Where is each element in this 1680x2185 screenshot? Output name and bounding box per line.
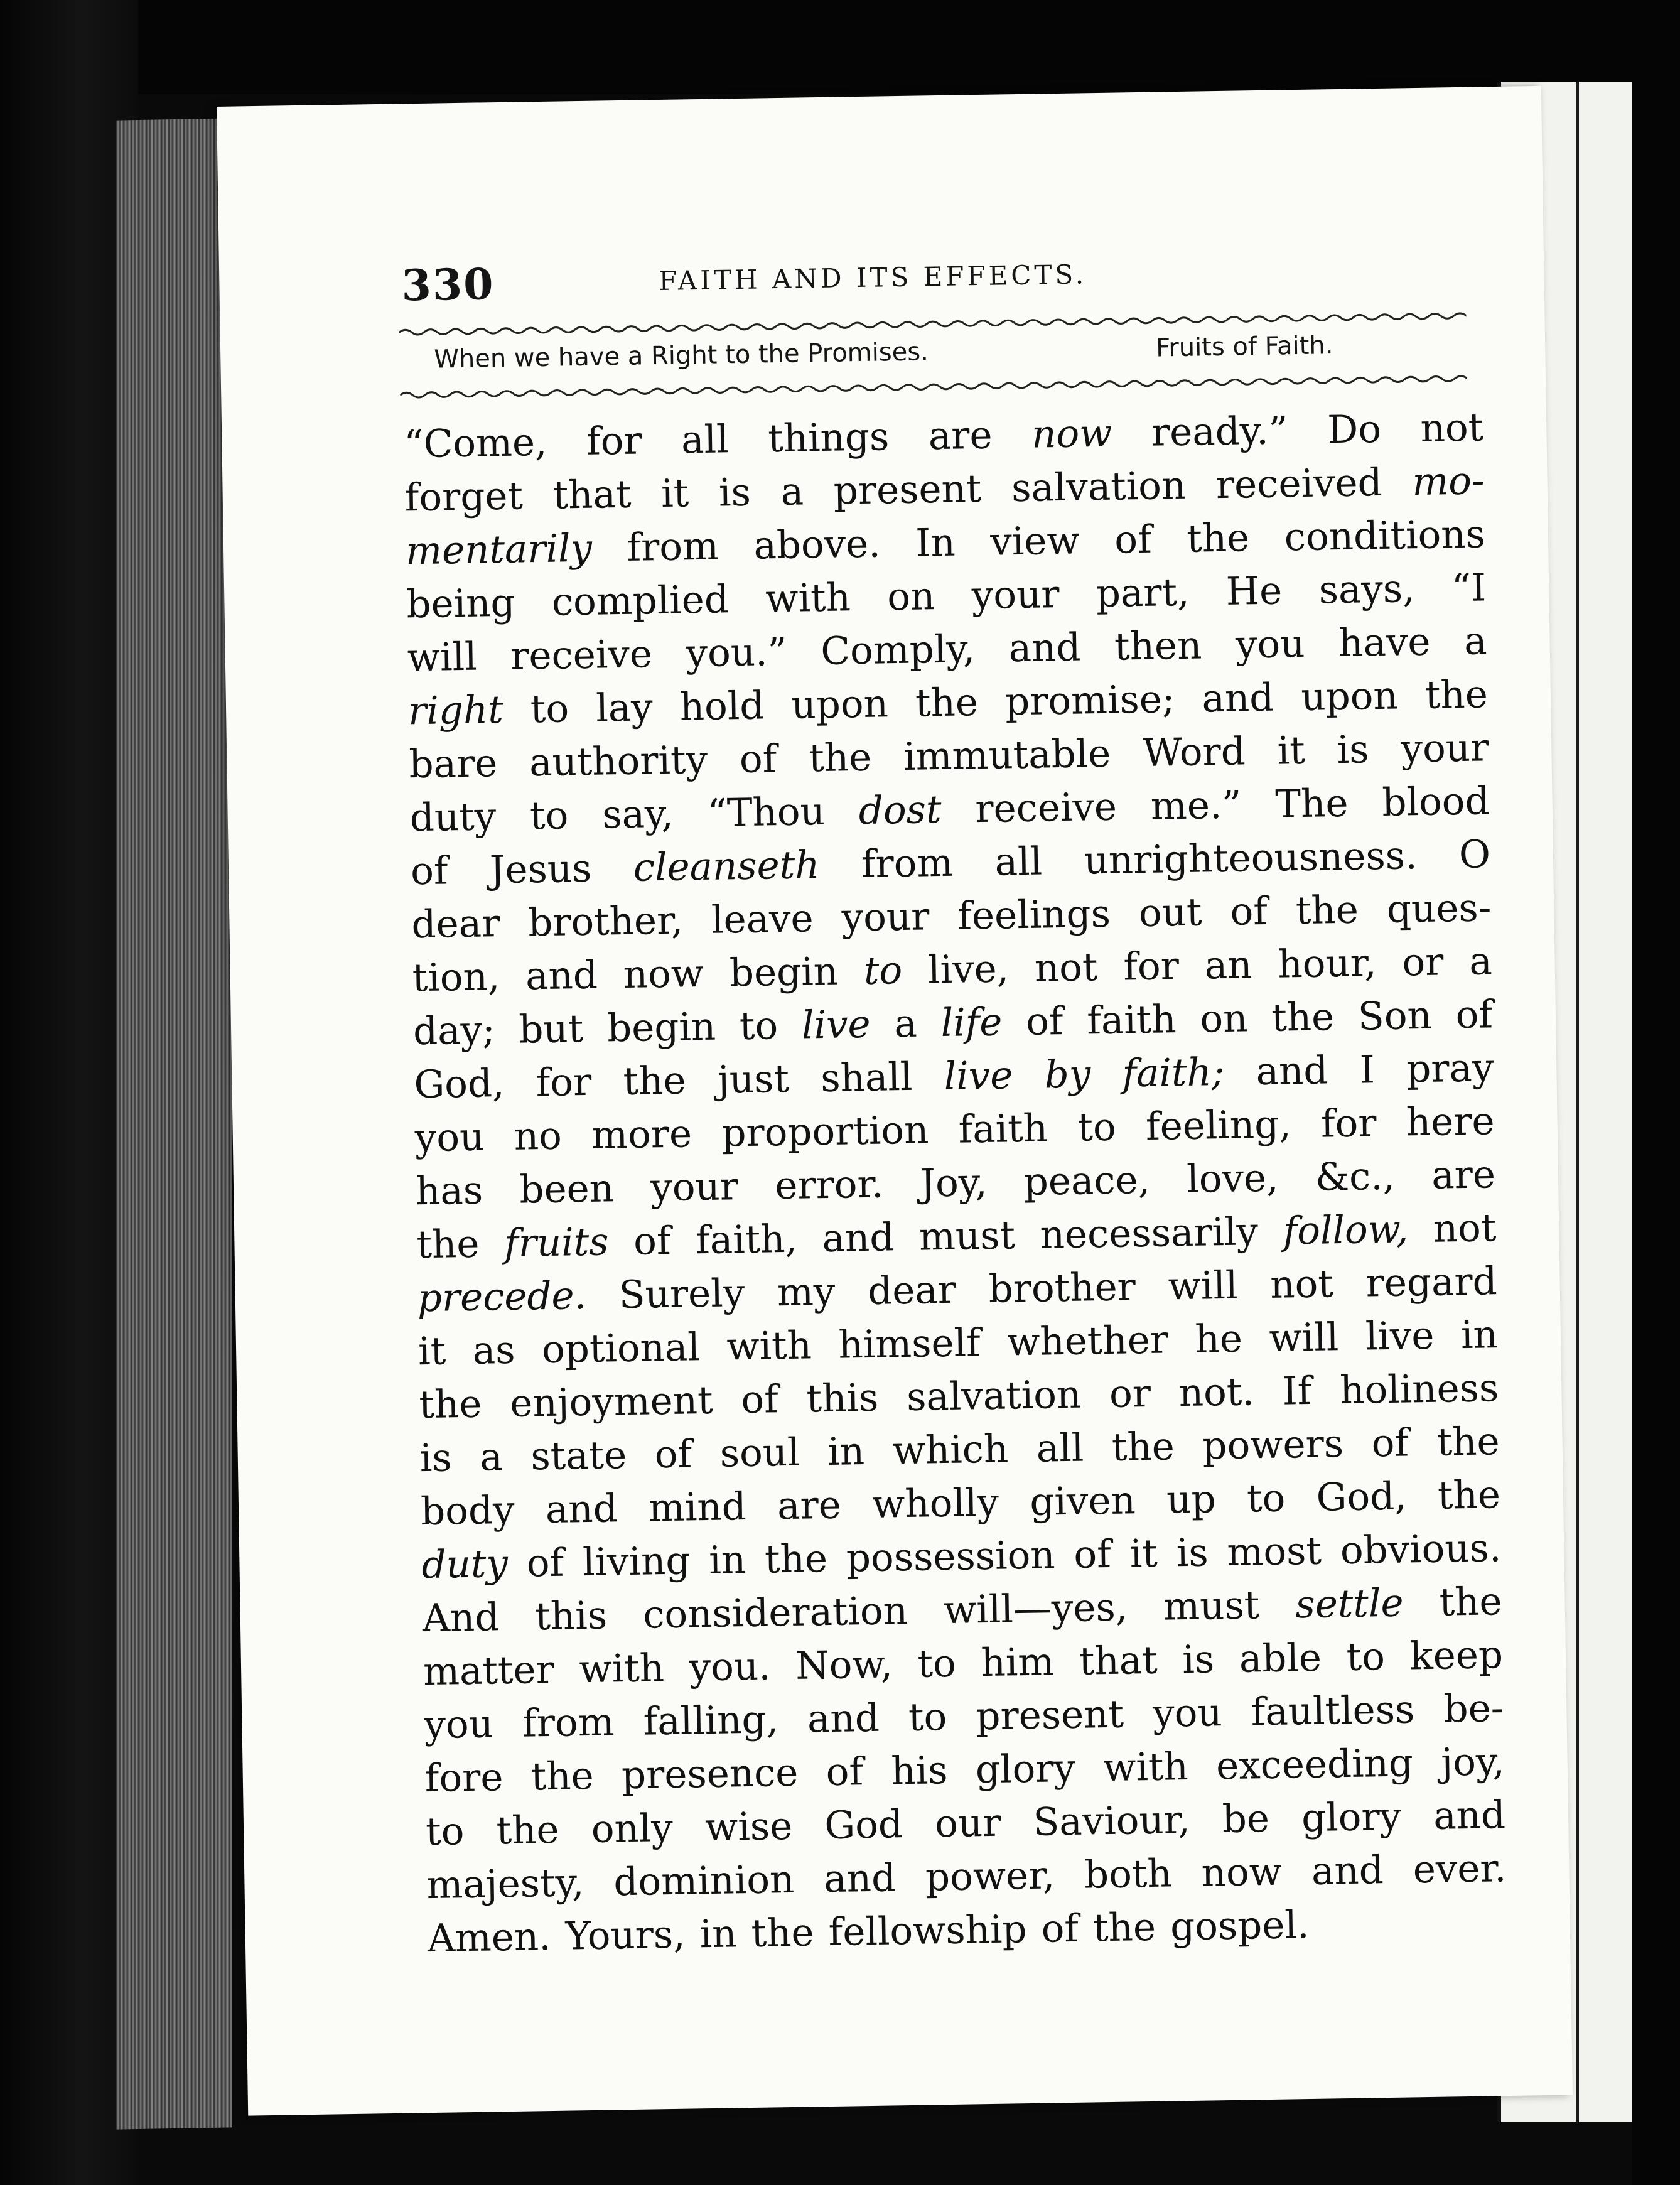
text-line: bare authority of the immutable Word it is your (408, 725, 1489, 787)
scan-background-right (1632, 0, 1680, 2185)
text-line: majesty, dominion and power, both now and ever. (426, 1846, 1507, 1908)
text-line: body and mind are wholly given up to God, the (420, 1472, 1501, 1535)
scan-background-top (0, 0, 1680, 94)
text-line: And this consideration will—yes, must settle the (422, 1579, 1503, 1641)
text-line: you no more proportion faith to feeling, for here (414, 1099, 1495, 1161)
book-page (217, 86, 1573, 2116)
text-line: forget that it is a present salvation received mo- (404, 458, 1485, 521)
text-line: Amen. Yours, in the fellowship of the gospel. (427, 1902, 1310, 1961)
text-line: God, for the just shall live by faith; and I pray (413, 1045, 1494, 1108)
text-line: tion, and now begin to live, not for an hour, or a (412, 939, 1493, 1001)
text-line: dear brother, leave your feelings out of the ques- (411, 885, 1492, 947)
text-line: “Come, for all things are now ready.” Do not (403, 405, 1484, 467)
body-text (404, 401, 1508, 1965)
subhead-right: Fruits of Faith. (1155, 331, 1333, 363)
text-line: it as optional with himself whether he will live in (417, 1312, 1499, 1374)
page-header (401, 244, 1494, 317)
text-line: is a state of soul in which all the powers of the (419, 1419, 1500, 1481)
text-line: has been your error. Joy, peace, love, &c., are (415, 1152, 1496, 1214)
text-line: being complied with on your part, He says, “I (406, 565, 1487, 627)
text-line: the fruits of faith, and must necessarily follow, not (416, 1206, 1497, 1268)
subhead-left: When we have a Right to the Promises. (434, 337, 929, 374)
text-line: fore the presence of his glory with exceeding joy, (424, 1739, 1505, 1801)
text-line: duty of living in the possession of it is most obvious. (421, 1526, 1502, 1588)
text-line: of Jesus cleanseth from all unrighteousness. O (410, 832, 1491, 894)
binding-line (1576, 82, 1579, 2122)
page-number: 330 (401, 259, 495, 311)
text-line: will receive you.” Comply, and then you have a (407, 618, 1488, 681)
text-line: mentarily from above. In view of the conditions (405, 512, 1486, 574)
running-head: FAITH AND ITS EFFECTS. (659, 259, 1087, 296)
text-line: right to lay hold upon the promise; and upon the (407, 672, 1489, 734)
text-line: matter with you. Now, to him that is able to keep (423, 1632, 1504, 1695)
text-line: day; but begin to live a life of faith on the Son of (412, 992, 1494, 1054)
text-line: precede. Surely my dear brother will not regard (417, 1259, 1498, 1321)
text-line: the enjoyment of this salvation or not. If holiness (418, 1366, 1499, 1428)
text-line: duty to say, “Thou dost receive me.” The blood (409, 779, 1490, 841)
book-page-edges (116, 118, 232, 2129)
text-line: you from falling, and to present you faultless be- (423, 1686, 1504, 1748)
text-line: to the only wise God our Saviour, be glory and (425, 1793, 1506, 1855)
